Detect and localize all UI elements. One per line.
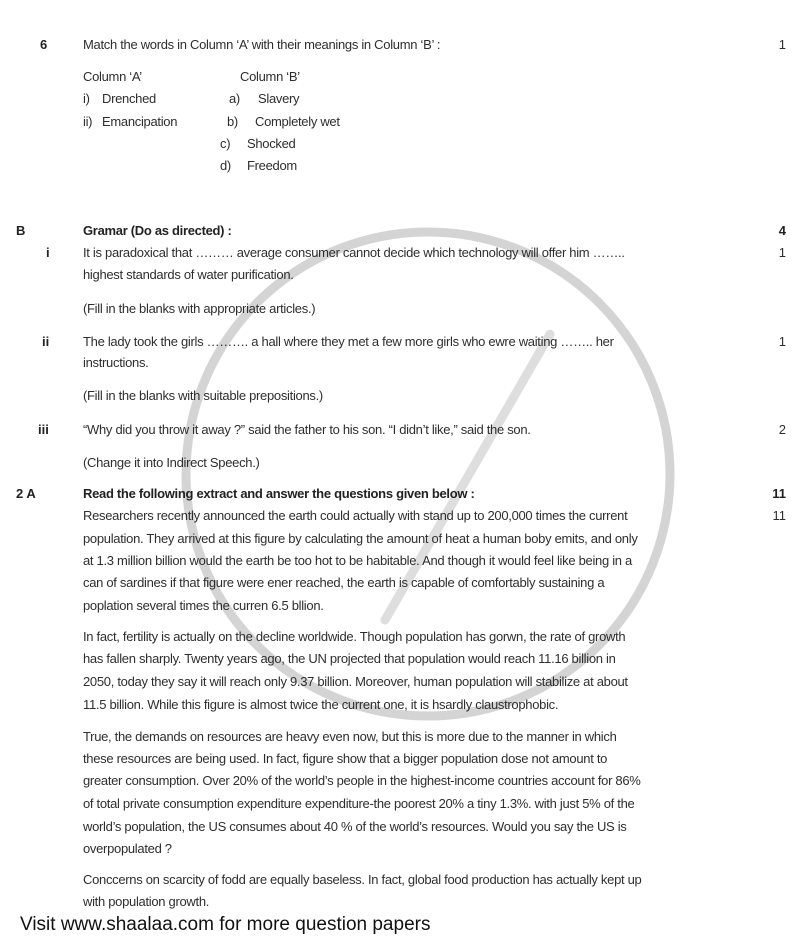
passage-line: population. They arrived at this figure by calculating the amount of heat a human boby emits, and only bbox=[83, 531, 638, 546]
item-text: instructions. bbox=[83, 355, 149, 370]
passage-line: overpopulated ? bbox=[83, 841, 172, 856]
passage-line: of total private consumption expenditure expenditure-the poorest 20% a tiny 1.3%. with just 5% of the bbox=[83, 796, 635, 811]
question-title: Read the following extract and answer the questions given below : bbox=[83, 486, 475, 501]
question-number: 6 bbox=[40, 37, 48, 52]
item-instruction: (Fill in the blanks with suitable prepositions.) bbox=[83, 388, 323, 403]
passage-line: Conccerns on scarcity of fodd are equally baseless. In fact, global food production has actually kept up bbox=[83, 872, 642, 887]
section-title: Gramar (Do as directed) : bbox=[83, 223, 232, 238]
section-label: B bbox=[16, 223, 26, 238]
item-instruction: (Fill in the blanks with appropriate articles.) bbox=[83, 301, 316, 316]
passage-line: can of sardines if that figure were ener reached, the earth is capable of comfortably sustaining a bbox=[83, 575, 605, 590]
col-b-label: b) bbox=[227, 114, 238, 129]
marks: 1 bbox=[778, 245, 786, 260]
passage-line: 11.5 billion. While this figure is almost twice the current one, it is hsardly claustrophobic. bbox=[83, 697, 559, 712]
passage-line: 2050, today they say it will reach only 9.37 billion. Moreover, human population will stabilize at about bbox=[83, 674, 628, 689]
item-number: iii bbox=[38, 422, 49, 437]
item-number: i bbox=[46, 245, 50, 260]
passage-line: Researchers recently announced the earth could actually with stand up to 200,000 times the current bbox=[83, 508, 628, 523]
marks: 2 bbox=[778, 422, 786, 437]
passage-line: at 1.3 million billion would the earth be too hot to be habitable. And though it would feel like being in a bbox=[83, 553, 632, 568]
item-instruction: (Change it into Indirect Speech.) bbox=[83, 455, 260, 470]
marks: 1 bbox=[778, 334, 786, 349]
passage-line: True, the demands on resources are heavy even now, but this is more due to the manner in which bbox=[83, 729, 617, 744]
column-a-header: Column ‘A’ bbox=[83, 69, 142, 84]
question-number: 2 A bbox=[16, 486, 36, 501]
item-text: It is paradoxical that ……… average consumer cannot decide which technology will offer him …….. bbox=[83, 245, 625, 260]
passage-line: poplation several times the curren 6.5 bllion. bbox=[83, 598, 324, 613]
passage-line: has fallen sharply. Twenty years ago, the UN projected that population would reach 11.16 billion in bbox=[83, 651, 616, 666]
item-number: ii bbox=[42, 334, 50, 349]
marks: 11 bbox=[772, 508, 786, 523]
col-b-label: d) bbox=[220, 158, 231, 173]
passage-line: world’s population, the US consumes about 40 % of the world’s resources. Would you say the US is bbox=[83, 819, 627, 834]
passage-line: In fact, fertility is actually on the decline worldwide. Though population has gorwn, the rate of growth bbox=[83, 629, 626, 644]
column-b-header: Column ‘B’ bbox=[240, 69, 300, 84]
item-text: highest standards of water purification. bbox=[83, 267, 294, 282]
col-b-label: c) bbox=[220, 136, 231, 151]
col-b-meaning: Shocked bbox=[247, 136, 296, 151]
passage-line: these resources are being used. In fact, figure show that a bigger population dose not amount to bbox=[83, 751, 608, 766]
item-text: The lady took the girls ………. a hall where they met a few more girls who ewre waiting …….. her bbox=[83, 334, 614, 349]
marks: 1 bbox=[778, 37, 786, 52]
passage-line: greater consumption. Over 20% of the world’s people in the highest-income countries account for 86% bbox=[83, 773, 641, 788]
col-b-meaning: Slavery bbox=[258, 91, 300, 106]
item-text: “Why did you throw it away ?” said the father to his son. “I didn’t like,” said the son. bbox=[83, 422, 531, 437]
marks: 11 bbox=[772, 486, 786, 501]
col-a-label: ii) bbox=[83, 114, 93, 129]
col-a-word: Emancipation bbox=[102, 114, 178, 129]
col-b-label: a) bbox=[229, 91, 240, 106]
col-a-label: i) bbox=[83, 91, 90, 106]
col-b-meaning: Completely wet bbox=[255, 114, 340, 129]
col-b-meaning: Freedom bbox=[247, 158, 297, 173]
question-prompt: Match the words in Column ‘A’ with their meanings in Column ‘B’ : bbox=[83, 37, 441, 52]
footer-link[interactable]: Visit www.shaalaa.com for more question papers bbox=[20, 914, 431, 935]
marks: 4 bbox=[778, 223, 786, 238]
passage-line: with population growth. bbox=[83, 894, 210, 909]
col-a-word: Drenched bbox=[102, 91, 156, 106]
